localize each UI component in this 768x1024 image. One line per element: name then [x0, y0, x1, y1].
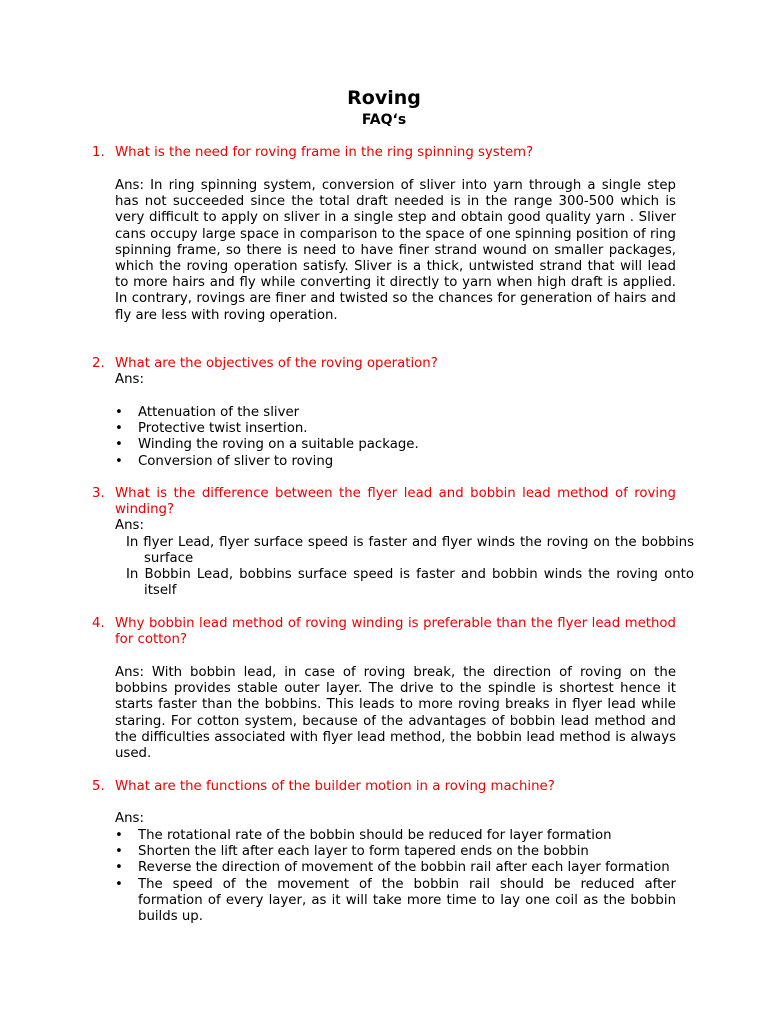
list-item: • Conversion of sliver to roving [115, 453, 334, 469]
question-5-text: What are the functions of the builder motion in a roving machine? [115, 779, 555, 794]
question-1-text: What is the need for roving frame in the ring spinning system? [115, 145, 534, 160]
question-4 [92, 616, 676, 648]
bullet-icon: • [115, 405, 123, 420]
list-item: • Reverse the direction of movement of the bobbin rail after each layer formation [115, 860, 670, 876]
bullet-icon: • [115, 453, 123, 469]
page-title: Roving [347, 87, 421, 109]
bullet-icon: • [115, 860, 123, 876]
answer-2-list [115, 405, 676, 470]
question-4-text: Why bobbin lead method of roving winding is preferable than the flyer lead method for cotton? [115, 616, 676, 648]
question-4-number: 4. [92, 616, 105, 631]
list-item: • Protective twist insertion. [115, 421, 308, 437]
bullet-icon: • [115, 844, 123, 860]
list-item: • The speed of the movement of the bobbin rail should be reduced after formation of every layer, as it will take more time to lay one coil as the bobbin builds up. [115, 876, 676, 925]
question-1 [92, 145, 676, 161]
list-item: • Winding the roving on a suitable package. [115, 437, 419, 453]
question-3-number: 3. [92, 486, 105, 501]
question-2-text: What are the objectives of the roving operation? [115, 356, 438, 371]
question-5-number: 5. [92, 779, 105, 794]
question-5 [92, 779, 676, 795]
answer-3-flyer-lead: In flyer Lead, flyer surface speed is faster and flyer winds the roving on the bobbins surface [126, 535, 694, 567]
bullet-icon: • [115, 828, 123, 843]
question-3-text: What is the difference between the flyer lead and bobbin lead method of roving winding? [115, 486, 676, 518]
bullet-icon: • [115, 437, 123, 453]
question-3 [92, 486, 676, 518]
answer-4: Ans: With bobbin lead, in case of roving break, the direction of roving on the bobbins provides stable outer layer. The drive to the spindle is shortest hence it starts faster than the bobbins. This leads to more roving breaks in flyer lead while staring. For cotton system, because of the advantages of bobbin lead method and the difficulties associated with flyer lead method, the bobbin lead method is always used. [115, 665, 676, 762]
answer-2-label: Ans: [115, 372, 144, 387]
list-item: • The rotational rate of the bobbin should be reduced for layer formation [115, 828, 612, 843]
bullet-icon: • [115, 876, 123, 892]
answer-5-list [115, 828, 676, 925]
answer-1: Ans: In ring spinning system, conversion of sliver into yarn through a single step has not succeeded since the total draft needed is in the range 300-500 which is very difficult to apply on sliver in a single step and obtain good quality yarn . Sliver cans occupy large space in comparison to the space of one spinning position of ring spinning frame, so there is need to have finer strand wound on smaller packages, which the roving operation satisfy. Sliver is a thick, untwisted strand that will lead to more hairs and fly while converting it directly to yarn when high draft is applied. In contrary, rovings are finer and twisted so the chances for generation of hairs and fly are less with roving operation. [115, 178, 676, 323]
question-2 [92, 356, 676, 372]
answer-5-label: Ans: [115, 811, 144, 826]
question-1-number: 1. [92, 145, 105, 160]
question-2-number: 2. [92, 356, 105, 371]
page-subtitle: FAQ‘s [361, 112, 407, 128]
answer-3-label: Ans: [115, 518, 144, 533]
list-item: • Shorten the lift after each layer to form tapered ends on the bobbin [115, 844, 589, 860]
list-item: • Attenuation of the sliver [115, 405, 300, 420]
answer-3-bobbin-lead: In Bobbin Lead, bobbins surface speed is faster and bobbin winds the roving onto itself [126, 567, 694, 599]
bullet-icon: • [115, 421, 123, 437]
